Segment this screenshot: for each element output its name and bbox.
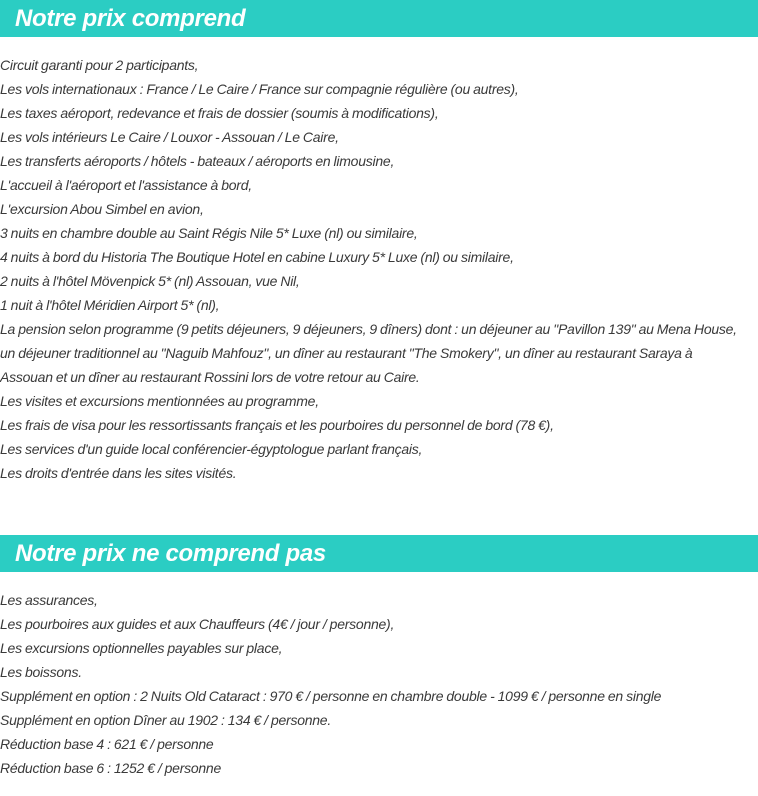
list-item: 1 nuit à l'hôtel Méridien Airport 5* (nl),	[0, 297, 220, 313]
list-item: 4 nuits à bord du Historia The Boutique Hotel en cabine Luxury 5* Luxe (nl) ou similaire,	[0, 249, 514, 265]
included-list	[0, 53, 758, 485]
list-item: Les pourboires aux guides et aux Chauffeurs (4€ / jour / personne),	[0, 616, 395, 632]
list-item: Circuit garanti pour 2 participants,	[0, 57, 199, 73]
list-item: Les services d'un guide local conférencier-égyptologue parlant français,	[0, 441, 423, 457]
list-item: Les vols internationaux : France / Le Caire / France sur compagnie régulière (ou autres),	[0, 81, 519, 97]
excluded-section-title: Notre prix ne comprend pas	[0, 535, 758, 572]
list-item: Les vols intérieurs Le Caire / Louxor - Assouan / Le Caire,	[0, 129, 339, 145]
list-item: Les droits d'entrée dans les sites visités.	[0, 465, 237, 481]
included-section-title: Notre prix comprend	[0, 0, 758, 37]
list-item: 3 nuits en chambre double au Saint Régis Nile 5* Luxe (nl) ou similaire,	[0, 225, 418, 241]
list-item: Les frais de visa pour les ressortissants français et les pourboires du personnel de bord (78 €),	[0, 417, 554, 433]
list-item: Les visites et excursions mentionnées au programme,	[0, 393, 319, 409]
list-item: Supplément en option Dîner au 1902 : 134 € / personne.	[0, 712, 331, 728]
list-item: Réduction base 4 : 621 € / personne	[0, 736, 214, 752]
list-item: Les taxes aéroport, redevance et frais de dossier (soumis à modifications),	[0, 105, 439, 121]
list-item: 2 nuits à l'hôtel Mövenpick 5* (nl) Assouan, vue Nil,	[0, 273, 300, 289]
list-item: L'excursion Abou Simbel en avion,	[0, 201, 204, 217]
list-item: Les excursions optionnelles payables sur place,	[0, 640, 283, 656]
excluded-list	[0, 588, 758, 780]
list-item: L'accueil à l'aéroport et l'assistance à bord,	[0, 177, 252, 193]
list-item: Les assurances,	[0, 592, 98, 608]
list-item: La pension selon programme (9 petits déjeuners, 9 déjeuners, 9 dîners) dont : un déjeuner au "Pavillon 139" au Mena House, un déjeuner traditionnel au "Naguib Mahfouz", un dîner au restaurant "The Smokery", un dîner au restaurant Saraya à Assouan et un dîner au restaurant Rossini lors de votre retour au Caire.	[0, 321, 737, 385]
list-item: Les transferts aéroports / hôtels - bateaux / aéroports en limousine,	[0, 153, 395, 169]
list-item: Supplément en option : 2 Nuits Old Cataract : 970 € / personne en chambre double - 1099 € / personne en single	[0, 688, 662, 704]
list-item: Réduction base 6 : 1252 € / personne	[0, 760, 222, 776]
list-item: Les boissons.	[0, 664, 82, 680]
